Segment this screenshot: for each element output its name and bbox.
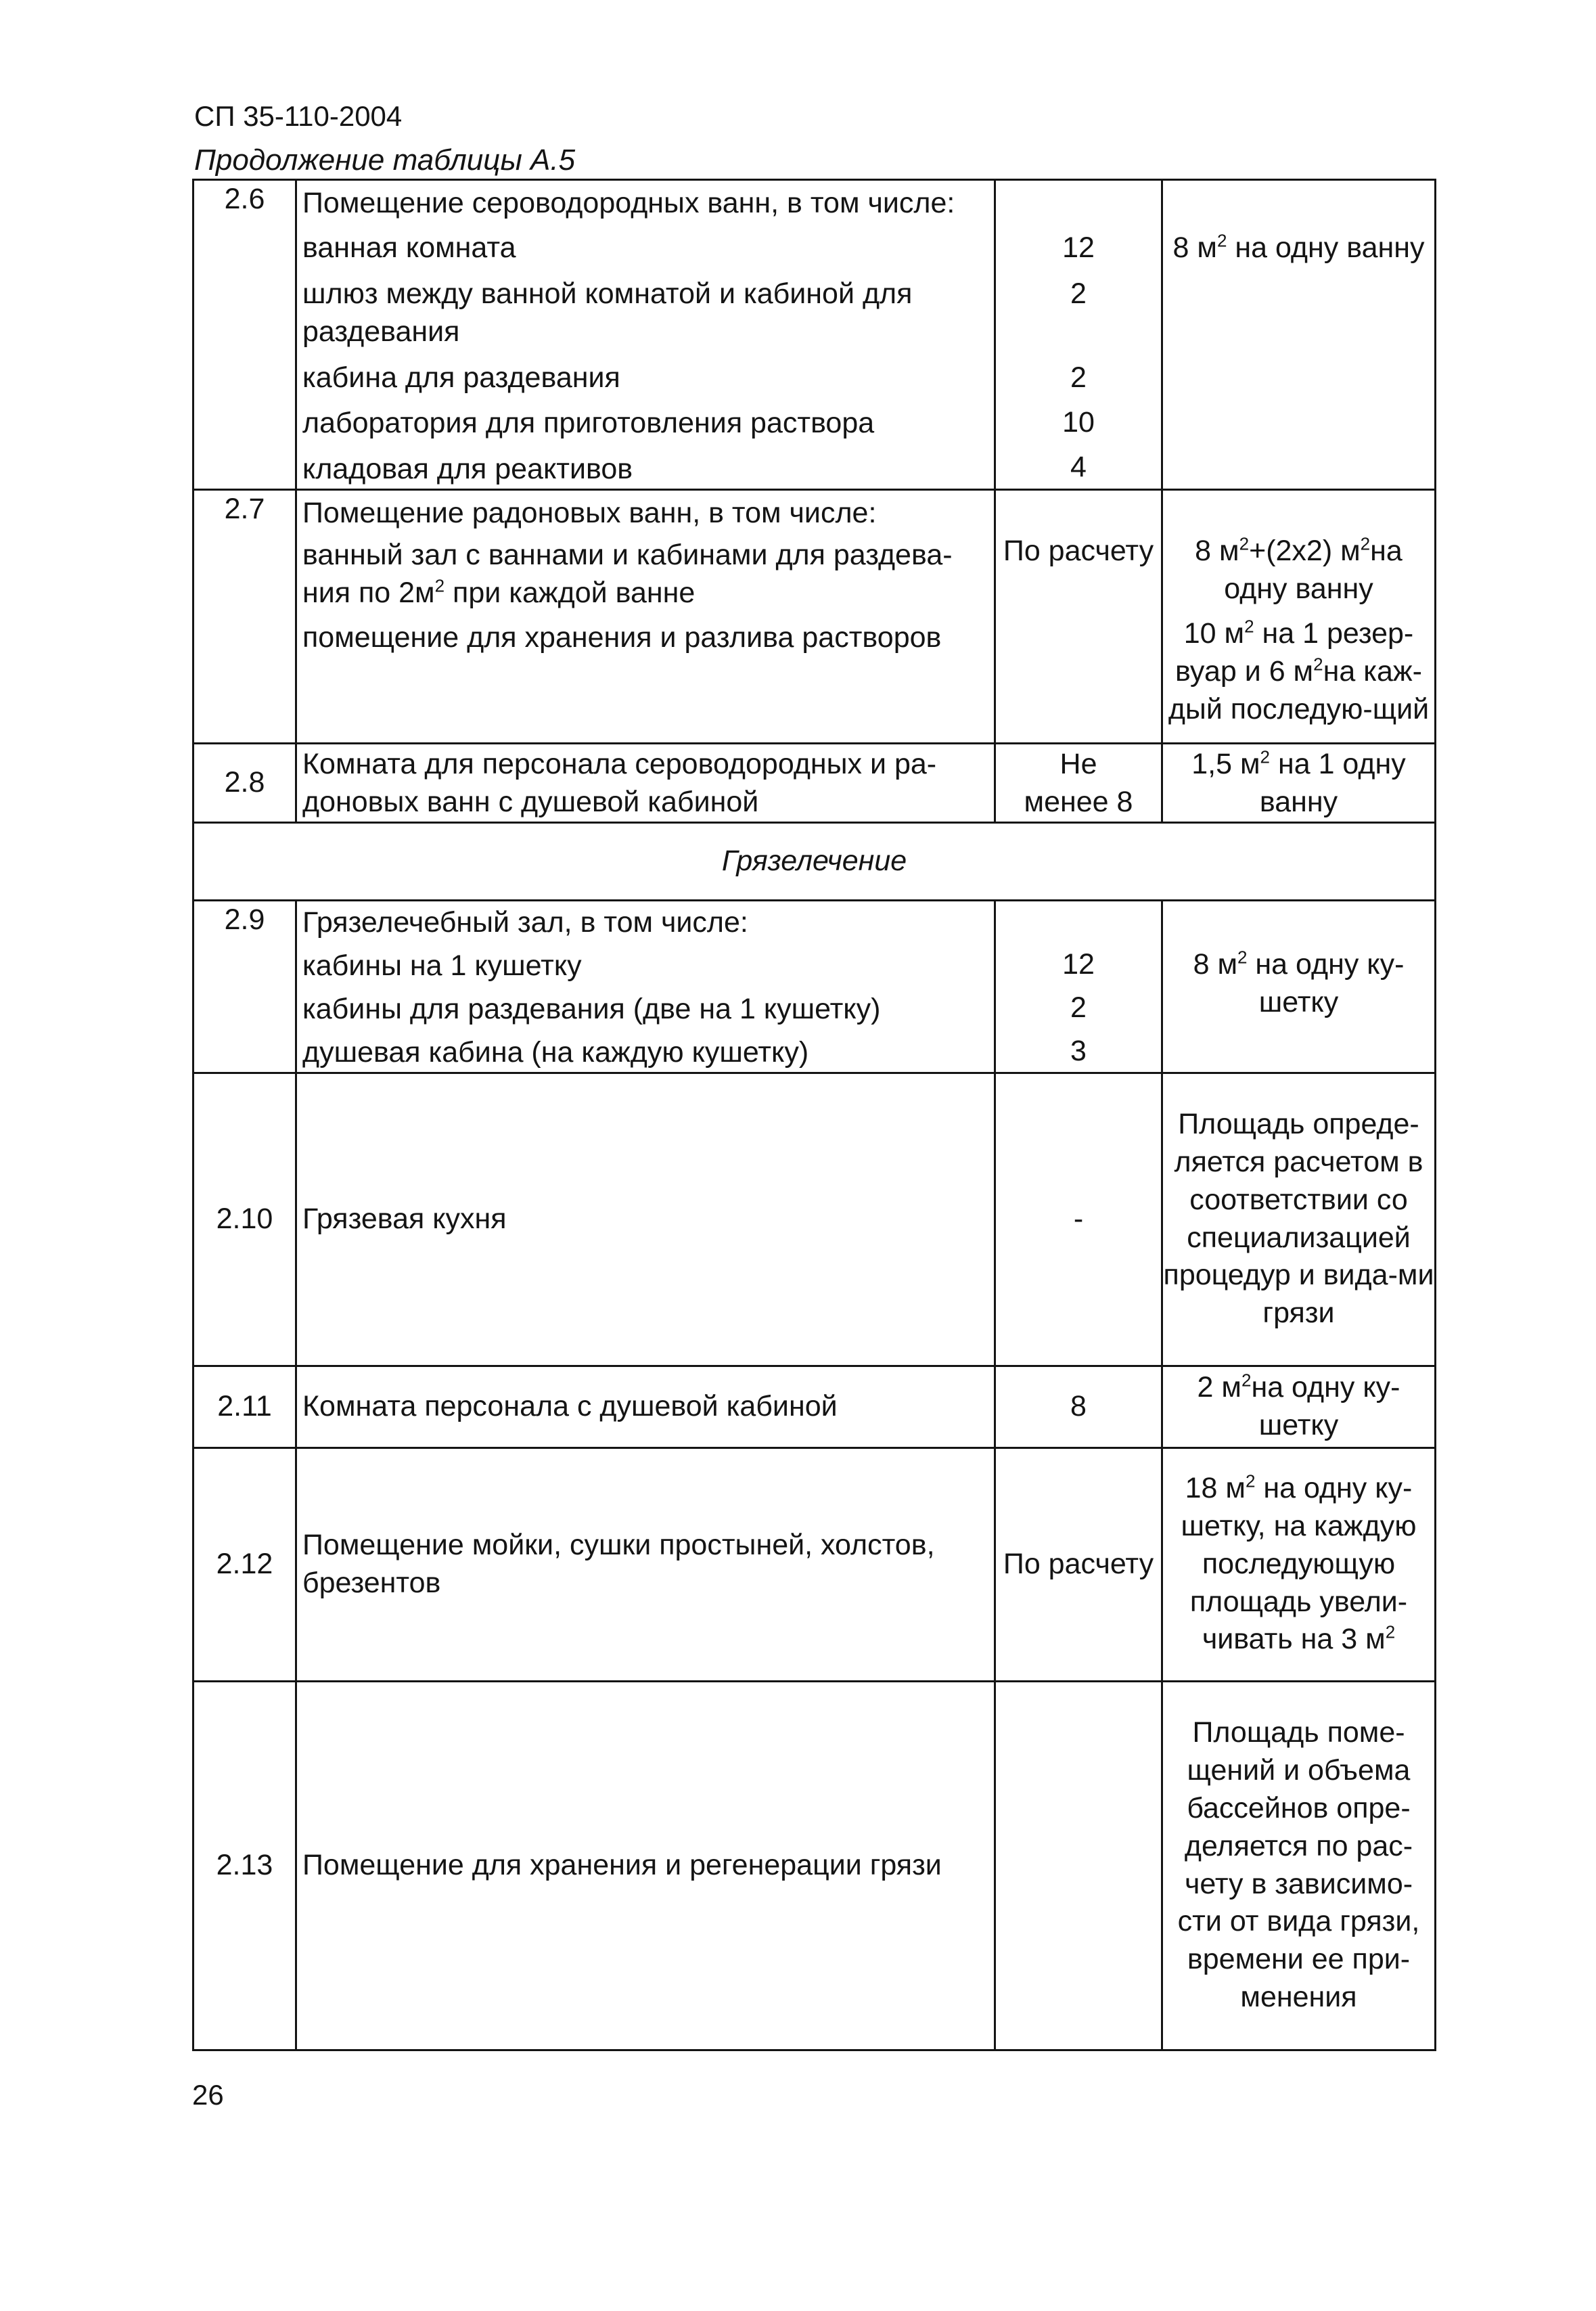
row-number: 2.6 — [193, 180, 296, 490]
room-item: шлюз между ванной комнатой и кабиной для раздевания — [302, 277, 913, 348]
room-name-cell — [296, 180, 995, 490]
document-code: СП 35-110-2004 — [194, 100, 403, 132]
area-cell: По расчету — [995, 1448, 1162, 1681]
note-cell — [1162, 180, 1436, 490]
note-text: 8 $м^2$ на одну ку-шетку — [1193, 947, 1405, 1018]
note-text: Площадь поме-щений и объема бассейнов опре-деляется по рас-чету в зависимо-сти от вида грязи, времени ее при-менения — [1177, 1716, 1420, 2014]
area-value: 2 — [1070, 991, 1087, 1024]
note-text: 10 $м^2$ на 1 резер-вуар и 6 $м^2на$ каж-дый последую-щий — [1168, 616, 1430, 725]
note-cell — [1162, 901, 1436, 1073]
area-value: 10 — [1062, 405, 1095, 439]
room-item: помещение для хранения и разлива растворов — [302, 621, 942, 654]
row-number: 2.13 — [193, 1681, 296, 2050]
table-row-2-7 — [193, 490, 1436, 744]
page-number: 26 — [192, 2079, 224, 2111]
area-cell — [995, 901, 1162, 1073]
room-group-title: Грязелечебный зал, в том числе: — [302, 906, 748, 939]
area-value: По расчету — [1003, 535, 1154, 568]
room-item: кабина для раздевания — [302, 361, 620, 394]
note-cell — [1162, 1366, 1436, 1448]
note-text: 8 $м^2$ на одну ванну — [1172, 230, 1425, 264]
note-text: 2 $м^2на$ одну ку-шетку — [1197, 1370, 1400, 1441]
room-item: кабины для раздевания (две на 1 кушетку) — [302, 992, 881, 1025]
room-name-cell: Комната для персонала сероводородных и ра-доновых ванн с душевой кабиной — [296, 744, 995, 823]
section-title: Грязелечение — [193, 823, 1436, 901]
room-group-title: Помещение радоновых ванн, в том числе: — [302, 497, 877, 530]
room-group-title: Помещение сероводородных ванн, в том числе: — [302, 187, 955, 219]
area-cell: 8 — [995, 1366, 1162, 1448]
room-item: лаборатория для приготовления раствора — [302, 407, 875, 440]
row-number: 2.12 — [193, 1448, 296, 1681]
room-name-cell — [296, 490, 995, 744]
table-row-2-8 — [193, 744, 1436, 823]
area-value: 2 — [1070, 361, 1087, 394]
area-cell — [995, 1681, 1162, 2050]
note-cell — [1162, 1073, 1436, 1366]
note-text: 8 $м^2+(2x2)$ $м^2на$ одну ванну — [1195, 533, 1403, 606]
row-number: 2.7 — [193, 490, 296, 744]
table-row-2-10 — [193, 1073, 1436, 1366]
room-name-cell: Помещение для хранения и регенерации грязи — [296, 1681, 995, 2050]
row-number: 2.8 — [193, 744, 296, 823]
note-cell — [1162, 1681, 1436, 2050]
area-value: 4 — [1070, 450, 1087, 483]
room-item: ванный зал с ваннами и кабинами для раздева-ния по $2м^2$ при каждой ванне — [302, 539, 953, 610]
note-cell — [1162, 490, 1436, 744]
area-cell — [995, 180, 1162, 490]
room-item: ванная комната — [302, 231, 516, 264]
room-item: кладовая для реактивов — [302, 453, 633, 486]
table-row-2-11 — [193, 1366, 1436, 1448]
note-text: 18 $м^2$ на одну ку-шетку, на каждую последующую площадь увели-чивать на 3 $м^2$ — [1181, 1471, 1417, 1656]
table-row-2-6 — [193, 180, 1436, 490]
table-row-2-12 — [193, 1448, 1436, 1681]
note-cell — [1162, 1448, 1436, 1681]
area-value: 3 — [1070, 1034, 1087, 1067]
section-row — [193, 823, 1436, 901]
table-caption: Продолжение таблицы А.5 — [194, 143, 576, 177]
note-text: Площадь опреде-ляется расчетом в соответствии со специализацией процедур и вида-ми грязи — [1163, 1107, 1434, 1330]
rooms-table — [192, 179, 1436, 2051]
room-name-cell: Комната персонала с душевой кабиной — [296, 1366, 995, 1448]
area-value: 12 — [1062, 948, 1095, 981]
area-cell: - — [995, 1073, 1162, 1366]
note-text: 1,5 $м^2$ на 1 одну ванну — [1191, 746, 1406, 819]
row-number: 2.9 — [193, 901, 296, 1073]
area-cell: Не менее 8 — [995, 744, 1162, 823]
note-cell — [1162, 744, 1436, 823]
room-item: кабины на 1 кушетку — [302, 949, 582, 982]
area-value: 2 — [1070, 277, 1087, 310]
room-name-cell: Помещение мойки, сушки простыней, холстов, брезентов — [296, 1448, 995, 1681]
area-value: 12 — [1062, 231, 1095, 264]
room-name-cell — [296, 901, 995, 1073]
table-row-2-13 — [193, 1681, 1436, 2050]
room-name-cell: Грязевая кухня — [296, 1073, 995, 1366]
area-cell — [995, 490, 1162, 744]
row-number: 2.11 — [193, 1366, 296, 1448]
table-row-2-9 — [193, 901, 1436, 1073]
room-item: душевая кабина (на каждую кушетку) — [302, 1035, 809, 1069]
row-number: 2.10 — [193, 1073, 296, 1366]
